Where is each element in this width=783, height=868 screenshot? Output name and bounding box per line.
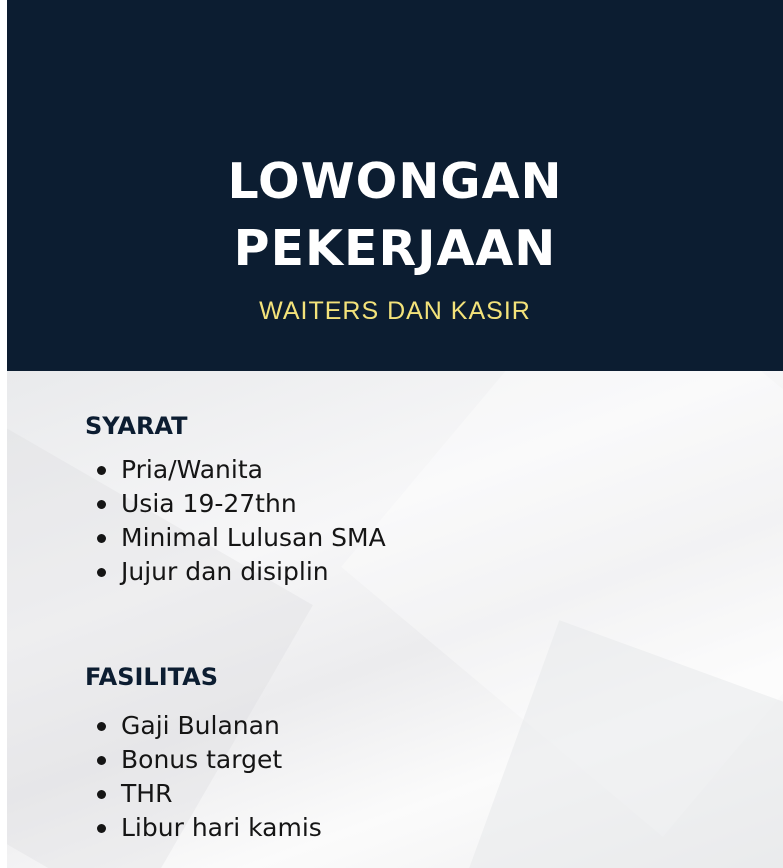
page-title-line-1: LOWONGAN (227, 153, 563, 210)
syarat-item (95, 555, 386, 589)
bullet-icon (97, 534, 106, 543)
page-title-line-2: PEKERJAAN (233, 220, 557, 277)
bullet-icon (97, 790, 106, 799)
bullet-icon (97, 756, 106, 765)
syarat-heading: SYARAT (85, 412, 188, 440)
fasilitas-item (95, 777, 322, 811)
header-banner (7, 0, 783, 371)
syarat-item (95, 521, 386, 555)
bullet-icon (97, 466, 106, 475)
syarat-item (95, 453, 386, 487)
position-subtitle: WAITERS DAN KASIR (259, 297, 531, 325)
bullet-icon (97, 568, 106, 577)
syarat-list (95, 453, 386, 589)
syarat-item-text: Minimal Lulusan SMA (121, 523, 386, 552)
bullet-icon (97, 722, 106, 731)
fasilitas-item (95, 709, 322, 743)
bullet-icon (97, 500, 106, 509)
syarat-item-text: Usia 19-27thn (121, 489, 297, 518)
fasilitas-list (95, 709, 322, 845)
syarat-item-text: Jujur dan disiplin (121, 557, 329, 586)
bullet-icon (97, 824, 106, 833)
syarat-item-text: Pria/Wanita (121, 455, 263, 484)
syarat-item (95, 487, 386, 521)
fasilitas-item-text: THR (121, 779, 173, 808)
fasilitas-item (95, 743, 322, 777)
fasilitas-item (95, 811, 322, 845)
fasilitas-item-text: Libur hari kamis (121, 813, 322, 842)
fasilitas-item-text: Bonus target (121, 745, 283, 774)
fasilitas-item-text: Gaji Bulanan (121, 711, 280, 740)
content-area (7, 371, 783, 868)
fasilitas-heading: FASILITAS (85, 663, 219, 691)
